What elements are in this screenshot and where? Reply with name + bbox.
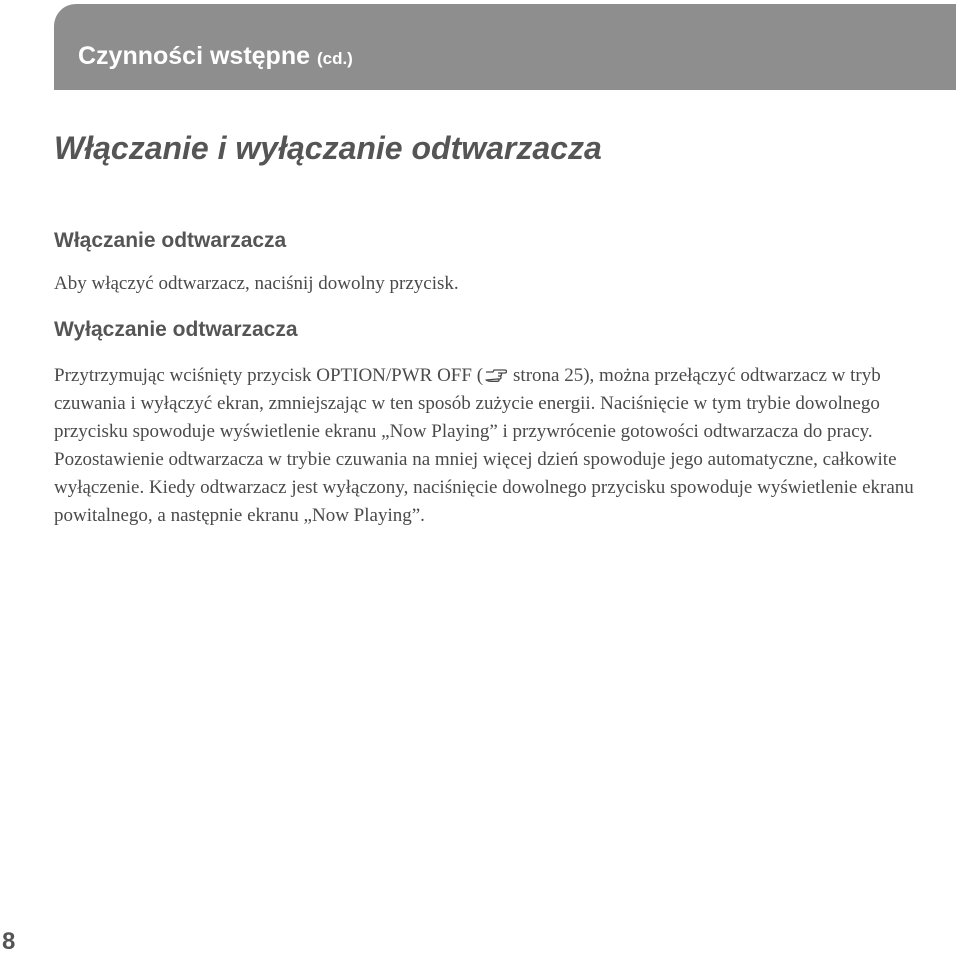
page-number: 8 [2,928,16,955]
section-header-title [78,42,353,71]
section-header-bar [54,4,956,90]
paragraph-power-off-lead: Przytrzymując wciśnięty przycisk OPTION/PWR OFF ( [54,365,484,386]
paragraph-power-off [54,362,914,530]
section-heading-power-off: Wyłączanie odtwarzacza [54,318,298,341]
paragraph-power-off-body: strona 25), można przełączyć odtwarzacz w tryb czuwania i wyłączyć ekran, zmniejszając w ten sposób zużycie energii. Naciśnięcie w tym trybie dowolnego przycisku spowoduje wyświetlenie ekranu „Now Playing” i przywrócenie gotowości odtwarzacza do pracy. Pozostawienie odtwarzacza w trybie czuwania na mniej więcej dzień spowoduje jego automatyczne, całkowite wyłączenie. Kiedy odtwarzacz jest wyłączony, naciśnięcie dowolnego przycisku spowoduje wyświetlenie ekranu powitalnego, a następnie ekranu „Now Playing”. [54,365,914,526]
section-header-text: Czynności wstępne [78,42,310,70]
pointing-hand-icon [485,368,507,382]
section-header-suffix: (cd.) [316,49,353,68]
section-heading-power-on: Włączanie odtwarzacza [54,229,287,252]
page-title: Włączanie i wyłączanie odtwarzacza [54,130,602,166]
paragraph-power-on: Aby włączyć odtwarzacz, naciśnij dowolny przycisk. [54,273,459,294]
